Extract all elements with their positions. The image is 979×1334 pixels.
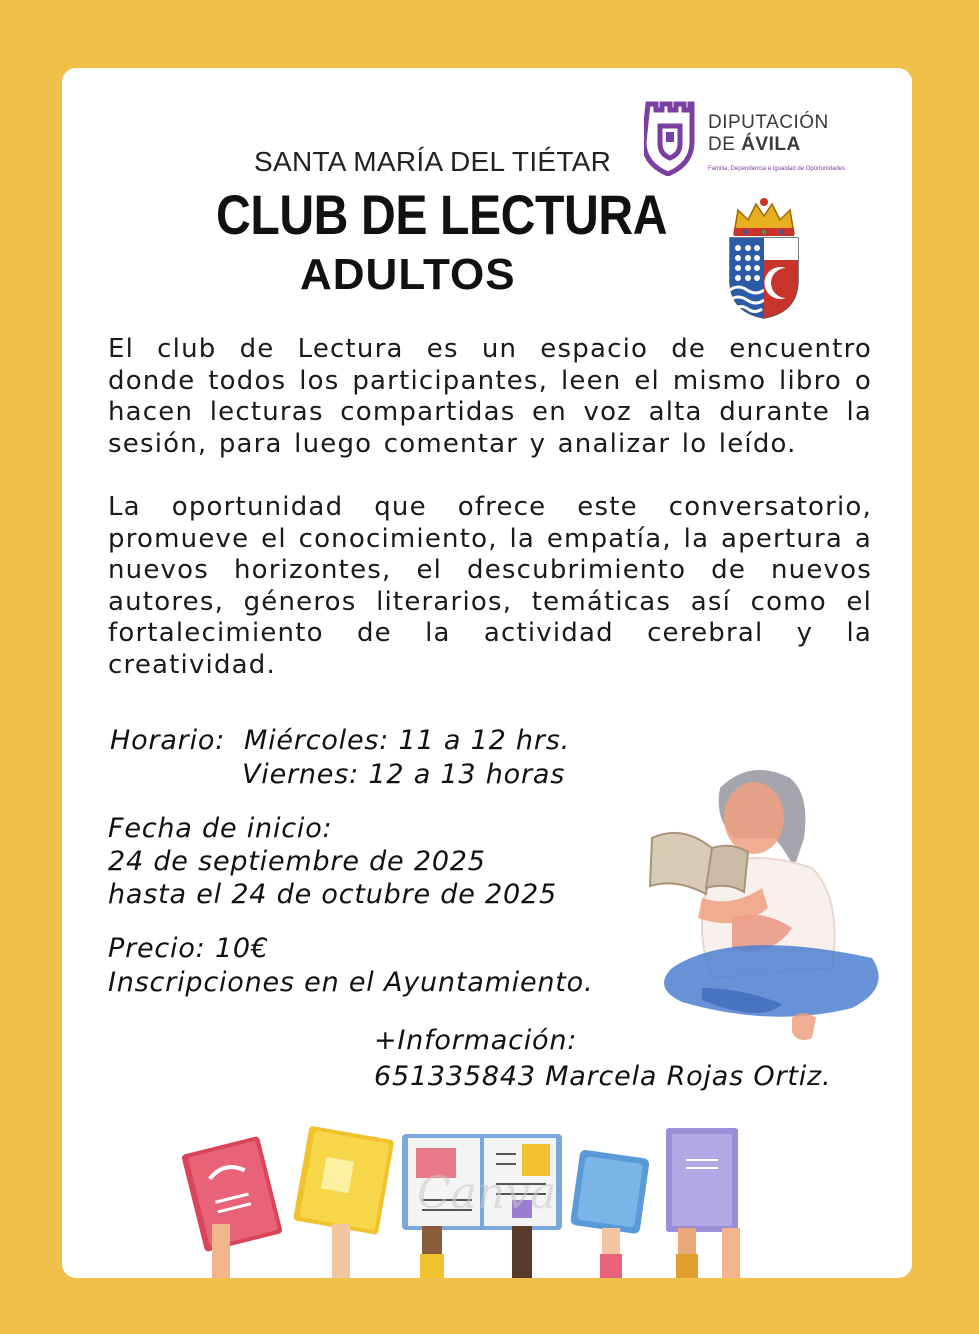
- canva-watermark: Canva: [417, 1168, 557, 1219]
- schedule-label: Horario:: [110, 725, 226, 756]
- reading-woman-illustration: [642, 758, 882, 1048]
- diputacion-castle-logo: [644, 98, 696, 176]
- schedule-line-2: Viernes: 12 a 13 horas: [242, 759, 566, 790]
- description-paragraph-2: La oportunidad que ofrece este conversatorio, promueve el conocimiento, la empatía, la apertura a nuevos horizontes, el descubrimiento de nuevos autores, géneros literarios, temáticas así como el fortalecimiento de la actividad cerebral y la creatividad.: [108, 492, 872, 680]
- page-subtitle: ADULTOS: [300, 250, 516, 299]
- logo-subtitle: Familia, Dependencia e Igualdad de Oportunidades: [708, 166, 846, 172]
- description-paragraph-1: El club de Lectura es un espacio de encuentro donde todos los participantes, leen el mismo libro o hacen lecturas compartidas en voz alta durante la sesión, para luego comentar y analizar lo leído.: [108, 334, 872, 459]
- flyer-card: [62, 68, 912, 1278]
- registration-line: Inscripciones en el Ayuntamiento.: [108, 967, 594, 998]
- start-date-label: Fecha de inicio:: [108, 813, 333, 844]
- start-date-line-2: hasta el 24 de octubre de 2025: [108, 879, 557, 910]
- logo-line-2: DE ÁVILA: [708, 134, 801, 155]
- contact-line: 651335843 Marcela Rojas Ortiz.: [374, 1061, 832, 1092]
- start-date-line-1: 24 de septiembre de 2025: [108, 846, 486, 877]
- price-line: Precio: 10€: [108, 933, 269, 964]
- logo-line-1: DIPUTACIÓN: [708, 112, 829, 133]
- contact-label: +Información:: [374, 1025, 578, 1056]
- coat-of-arms-icon: [724, 196, 804, 322]
- town-name: SANTA MARÍA DEL TIÉTAR: [254, 146, 612, 177]
- page-title: CLUB DE LECTURA: [216, 183, 668, 246]
- schedule-line-1: Miércoles: 11 a 12 hrs.: [244, 725, 570, 756]
